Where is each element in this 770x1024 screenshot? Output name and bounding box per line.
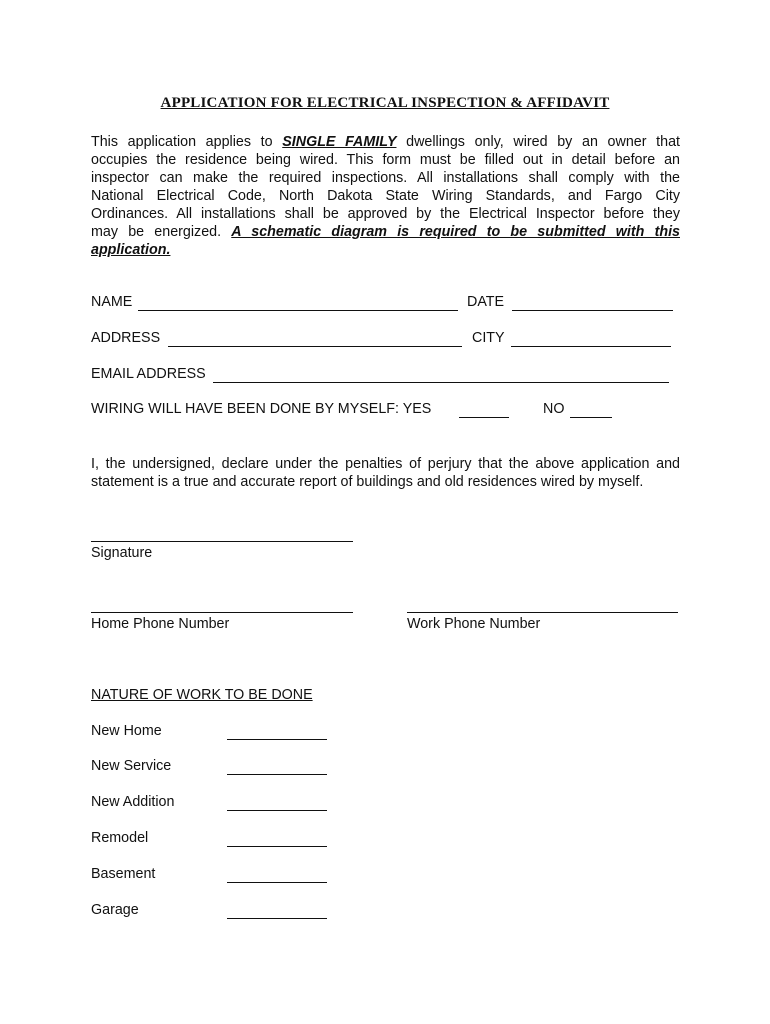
declaration-line-1: I, the undersigned, declare under the penalties of perjury that the above application and: [91, 456, 680, 472]
address-label: ADDRESS: [91, 330, 161, 346]
intro-line-3: inspector can make the required inspections. All installations shall comply with the: [91, 170, 680, 186]
name-field[interactable]: [138, 310, 458, 311]
new-addition-field[interactable]: [227, 810, 327, 811]
new-service-field[interactable]: [227, 774, 327, 775]
intro-line-4: National Electrical Code, North Dakota State Wiring Standards, and Fargo City: [91, 188, 680, 204]
date-field[interactable]: [512, 310, 673, 311]
intro-line-6: may be energized. A schematic diagram is required to be submitted with this: [91, 224, 680, 240]
remodel-field[interactable]: [227, 846, 327, 847]
work-phone-label: Work Phone Number: [407, 616, 541, 632]
schematic-requirement: A schematic diagram is required to be submitted with this: [231, 224, 680, 240]
work-section-heading: NATURE OF WORK TO BE DONE: [91, 687, 313, 703]
work-item-label: Basement: [91, 866, 156, 882]
signature-label: Signature: [91, 545, 153, 561]
wiring-no-field[interactable]: [570, 417, 612, 418]
page-title: APPLICATION FOR ELECTRICAL INSPECTION & AFFIDAVIT: [160, 95, 610, 111]
name-label: NAME: [91, 294, 133, 310]
work-item-label: Garage: [91, 902, 139, 918]
address-field[interactable]: [168, 346, 462, 347]
declaration-paragraph: [91, 455, 680, 491]
work-item-label: New Home: [91, 723, 162, 739]
wiring-label: WIRING WILL HAVE BEEN DONE BY MYSELF: YES: [91, 401, 432, 417]
email-field[interactable]: [213, 382, 669, 383]
garage-field[interactable]: [227, 918, 327, 919]
work-item-label: New Service: [91, 758, 172, 774]
email-label: EMAIL ADDRESS: [91, 366, 206, 382]
declaration-line-2: statement is a true and accurate report of buildings and old residences wired by myself.: [91, 474, 644, 490]
city-label: CITY: [472, 330, 505, 346]
signature-field[interactable]: [91, 541, 353, 542]
intro-line-1: This application applies to SINGLE FAMILY dwellings only, wired by an owner that: [91, 134, 680, 150]
new-home-field[interactable]: [227, 739, 327, 740]
date-label: DATE: [467, 294, 505, 310]
single-family-emphasis: SINGLE FAMILY: [282, 134, 397, 150]
work-phone-field[interactable]: [407, 612, 678, 613]
home-phone-label: Home Phone Number: [91, 616, 230, 632]
work-item-label: New Addition: [91, 794, 175, 810]
intro-line-5: Ordinances. All installations shall be approved by the Electrical Inspector before they: [91, 206, 680, 222]
wiring-no-label: NO: [543, 401, 565, 417]
wiring-yes-field[interactable]: [459, 417, 509, 418]
intro-line-2: occupies the residence being wired. This form must be filled out in detail before an: [91, 152, 680, 168]
city-field[interactable]: [511, 346, 671, 347]
home-phone-field[interactable]: [91, 612, 353, 613]
basement-field[interactable]: [227, 882, 327, 883]
intro-line-7: application.: [91, 242, 171, 258]
intro-paragraph: [91, 133, 680, 259]
work-item-label: Remodel: [91, 830, 149, 846]
